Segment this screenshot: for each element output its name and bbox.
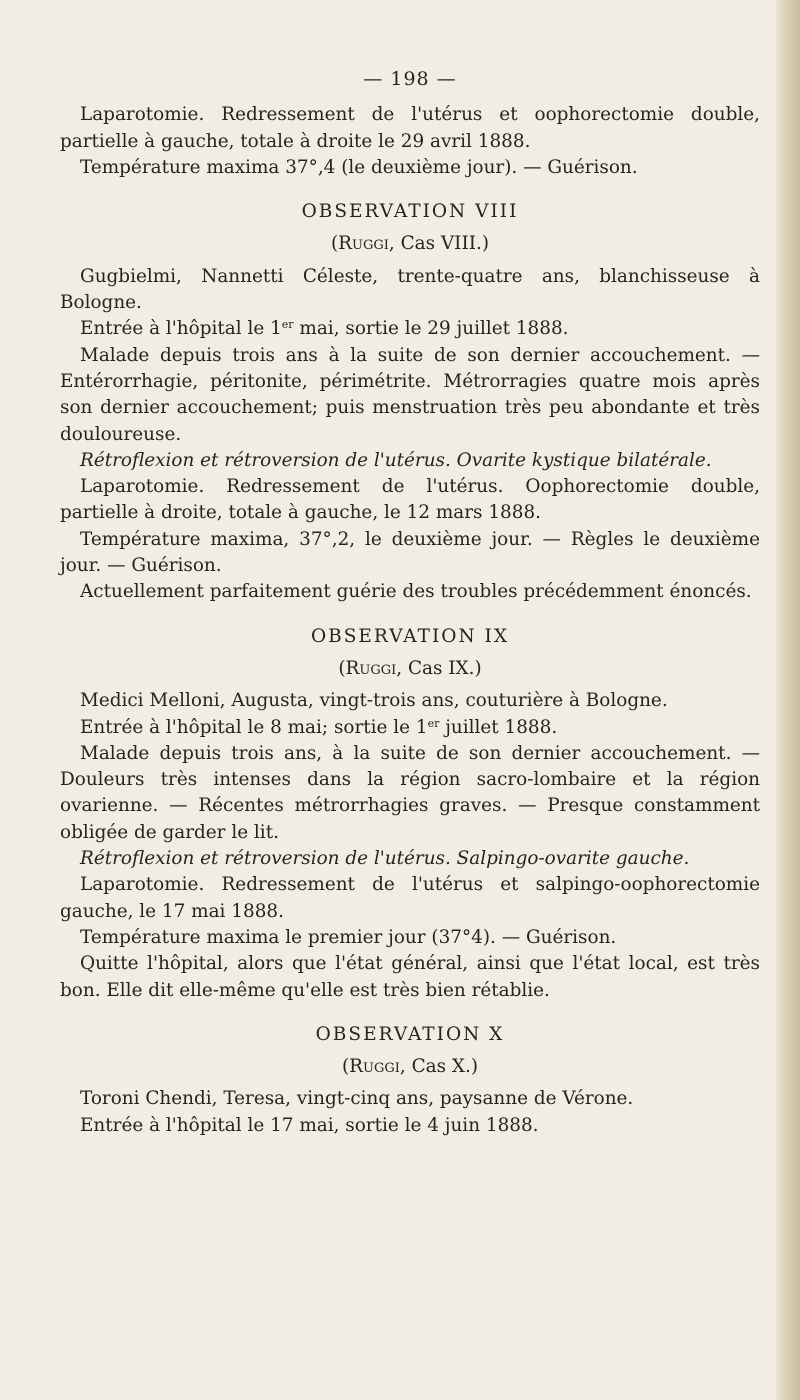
intro-operation: Laparotomie. Redressement de l'utérus et oophorectomie double, partielle à gauche, totale à droite le 29 avril 1888. [60, 104, 760, 152]
observation-9-current: Quitte l'hôpital, alors que l'état général, ainsi que l'état local, est très bon. Elle dit elle-même qu'elle est très bien rétablie. [60, 953, 760, 1001]
observation-8-title: OBSERVATION VIII [301, 201, 519, 223]
page-number: — 198 — [363, 68, 457, 90]
source-author: Ruggi [338, 233, 389, 255]
observation-10-patient: Toroni Chendi, Teresa, vingt-cinq ans, paysanne de Vérone. [80, 1088, 634, 1110]
observation-10-source: (Ruggi, Cas X.) [341, 1056, 479, 1078]
source-author: Ruggi [349, 1056, 400, 1078]
observation-8-current: Actuellement parfaitement guérie des troubles précédemment énoncés. [80, 581, 752, 603]
observation-9-entry: Entrée à l'hôpital le 8 mai; sortie le 1er juillet 1888. [80, 716, 558, 738]
observation-9-patient: Medici Melloni, Augusta, vingt-trois ans, couturière à Bologne. [80, 690, 668, 712]
page-edge [776, 0, 800, 1400]
observation-9-diagnosis: Rétroflexion et rétroversion de l'utérus. Salpingo-ovarite gauche. [80, 848, 690, 870]
observation-8-history: Malade depuis trois ans à la suite de son dernier accouchement. — Entérorrhagie, péritonite, périmétrite. Métrorragies quatre mois après son dernier accouchement; puis menstruation très peu abondante et très douloureuse. [60, 344, 760, 445]
observation-9-operation: Laparotomie. Redressement de l'utérus et salpingo-oophorectomie gauche, le 17 mai 1888. [60, 874, 760, 922]
book-page [60, 66, 760, 1139]
observation-8-entry: Entrée à l'hôpital le 1er mai, sortie le 29 juillet 1888. [80, 318, 569, 340]
observation-9-source: (Ruggi, Cas IX.) [338, 657, 482, 679]
observation-9-history: Malade depuis trois ans, à la suite de son dernier accouchement. — Douleurs très intenses dans la région sacro-lombaire et la région ovarienne. — Récentes métrorrhagies graves. — Presque constamment obligée de garder le lit. [60, 742, 760, 843]
observation-8-temperature: Température maxima, 37°,2, le deuxième jour. — Règles le deuxième jour. — Guérison. [60, 528, 760, 577]
observation-10-entry: Entrée à l'hôpital le 17 mai, sortie le 4 juin 1888. [80, 1114, 539, 1136]
observation-8-operation: Laparotomie. Redressement de l'utérus. Oophorectomie double, partielle à droite, totale à gauche, le 12 mars 1888. [60, 476, 760, 524]
observation-8-patient: Gugbielmi, Nannetti Céleste, trente-quatre ans, blanchisseuse à Bologne. [60, 265, 760, 314]
source-author: Ruggi [345, 657, 397, 679]
observation-10-title: OBSERVATION X [315, 1023, 505, 1045]
observation-9-title: OBSERVATION IX [310, 625, 510, 647]
observation-8-source: (Ruggi, Cas VIII.) [330, 233, 489, 255]
observation-9-temperature: Température maxima le premier jour (37°4). — Guérison. [80, 926, 617, 948]
intro-temperature: Température maxima 37°,4 (le deuxième jour). — Guérison. [80, 156, 638, 178]
observation-8-diagnosis: Rétroflexion et rétroversion de l'utérus. Ovarite kystique bilatérale. [80, 449, 712, 471]
